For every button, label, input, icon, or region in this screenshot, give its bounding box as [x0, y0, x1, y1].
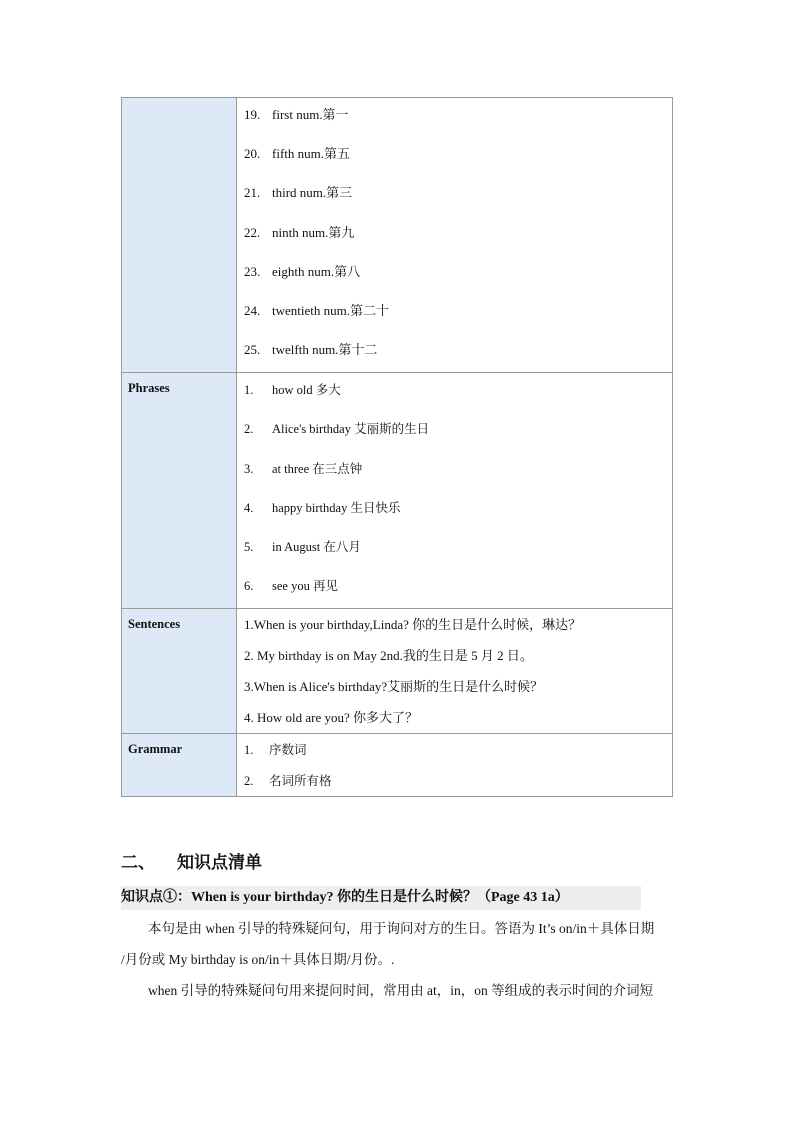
sentence-item: 4. How old are you? 你多大了？ — [244, 709, 419, 725]
section-number: 二、 — [121, 853, 155, 873]
grammar-row — [122, 733, 673, 796]
grammar-label-cell — [122, 733, 237, 796]
phrases-content-cell — [237, 373, 673, 609]
list-item: 2. Alice's birthday 艾丽斯的生日 — [244, 422, 430, 437]
paragraph-line: when 引导的特殊疑问句用来提问时间，常用由 at，in，on 等组成的表示时间的介词短 — [148, 983, 654, 998]
list-item: 1. how old 多大 — [244, 383, 341, 398]
sentences-label: Sentences — [128, 616, 181, 631]
list-item: 6. see you 再见 — [244, 578, 338, 593]
paragraph-line: /月份或 My birthday is on/in＋具体日期/月份。. — [121, 952, 395, 967]
phrases-label: Phrases — [128, 381, 170, 396]
sentence-item: 2. My birthday is on May 2nd.我的生日是 5 月 2 日。 — [244, 647, 533, 663]
list-item: 3. at three 在三点钟 — [244, 461, 363, 476]
paragraph-line: 本句是由 when 引导的特殊疑问句，用于询问对方的生日。答语为 It’s on/in＋具体日期 — [148, 921, 655, 936]
list-item: 20. fifth num.第五 — [244, 146, 350, 162]
list-item: 2. 名词所有格 — [244, 773, 332, 788]
grammar-label: Grammar — [128, 741, 183, 756]
list-item: 4. happy birthday 生日快乐 — [244, 500, 401, 515]
sentences-row — [122, 608, 673, 733]
sentence-item: 3.When is Alice's birthday?艾丽斯的生日是什么时候？ — [244, 678, 544, 694]
words-label-cell — [122, 98, 237, 373]
section-heading — [121, 848, 262, 873]
list-item: 23. eighth num.第八 — [244, 263, 361, 279]
vocabulary-table — [121, 97, 673, 797]
list-item: 5. in August 在八月 — [244, 539, 361, 554]
list-item: 19. first num.第一 — [244, 107, 349, 122]
list-item: 25. twelfth num.第十二 — [244, 342, 378, 358]
section-title: 知识点清单 — [177, 853, 262, 873]
phrases-row — [122, 373, 673, 609]
words-row — [122, 98, 673, 373]
list-item: 22. ninth num.第九 — [244, 224, 355, 240]
list-item: 24. twentieth num.第二十 — [244, 302, 389, 318]
phrases-label-cell — [122, 373, 237, 609]
sentences-content-cell — [237, 608, 673, 733]
knowledge-point-title: 知识点①：When is your birthday? 你的生日是什么时候？（Page 43 1a） — [121, 886, 641, 910]
sentence-item: 1.When is your birthday,Linda? 你的生日是什么时候，琳达？ — [244, 616, 582, 632]
words-content-cell — [237, 98, 673, 373]
grammar-content-cell — [237, 733, 673, 796]
list-item: 1. 序数词 — [244, 742, 307, 757]
sentences-label-cell — [122, 608, 237, 733]
list-item: 21. third num.第三 — [244, 185, 353, 201]
